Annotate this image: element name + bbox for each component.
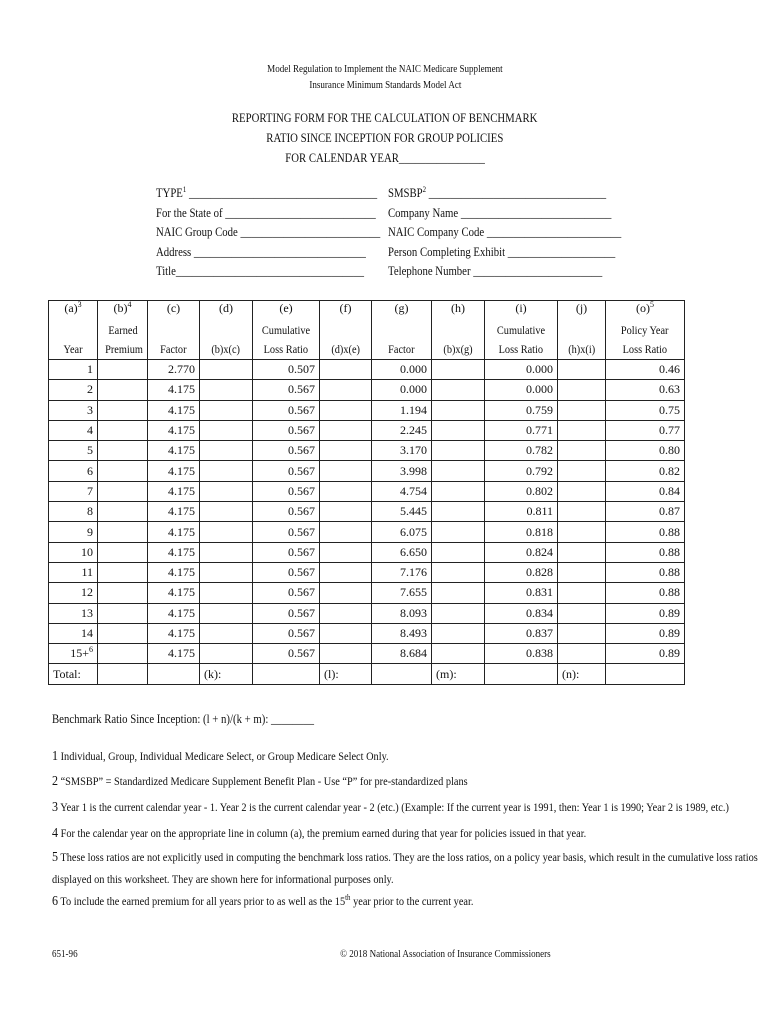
policy-year-loss-ratio-cell: 0.75: [606, 400, 685, 420]
smsbp-field[interactable]: SMSBP$^2$ _________________________________: [388, 184, 607, 200]
column-header: Year: [49, 319, 98, 360]
factor-g-cell: 0.000: [372, 380, 432, 400]
column-letter-row: [49, 301, 685, 320]
policy-year-loss-ratio-cell: 0.46: [606, 360, 685, 380]
column-header: Earned Premium: [98, 319, 148, 360]
year-cell: 7: [49, 481, 98, 501]
table-row: [49, 603, 685, 623]
cumulative-loss-ratio-e-cell: 0.567: [253, 420, 320, 440]
factor-c-cell: 4.175: [148, 644, 200, 664]
d-times-e-cell[interactable]: [320, 420, 372, 440]
column-letter: $(a)^3$: [49, 301, 98, 320]
total-cell-g: [372, 664, 432, 684]
h-times-i-cell[interactable]: [558, 644, 606, 664]
cumulative-loss-ratio-e-cell: 0.567: [253, 481, 320, 501]
year-cell: 4: [49, 420, 98, 440]
earned-premium-cell[interactable]: [98, 461, 148, 481]
year-cell: 1: [49, 360, 98, 380]
cumulative-loss-ratio-i-cell: 0.831: [485, 583, 558, 603]
policy-year-loss-ratio-cell: 0.82: [606, 461, 685, 481]
footnote-6: 6 To include the earned premium for all years prior to as well as the 15th year prior to the current year.: [52, 893, 474, 909]
table-row: [49, 481, 685, 501]
benchmark-ratio-table: [48, 300, 685, 685]
factor-c-cell: 4.175: [148, 522, 200, 542]
d-times-e-cell[interactable]: [320, 623, 372, 643]
cumulative-loss-ratio-i-cell: 0.771: [485, 420, 558, 440]
total-cell-i: [485, 664, 558, 684]
h-times-i-cell[interactable]: [558, 502, 606, 522]
table-row: [49, 623, 685, 643]
naic-group-code-field[interactable]: NAIC Group Code __________________________: [156, 225, 381, 239]
naic-company-code-field[interactable]: NAIC Company Code _________________________: [388, 225, 622, 239]
factor-g-cell: 2.245: [372, 420, 432, 440]
factor-c-cell: 2.770: [148, 360, 200, 380]
h-times-i-cell[interactable]: [558, 481, 606, 501]
year-cell: 10: [49, 542, 98, 562]
d-times-e-cell[interactable]: [320, 562, 372, 582]
total-label: Total:: [49, 664, 98, 684]
footnote-2: 2 “SMSBP” = Standardized Medicare Supplement Benefit Plan - Use “P” for pre-standardized plans: [52, 774, 468, 789]
column-header: (b)x(g): [432, 319, 485, 360]
earned-premium-cell[interactable]: [98, 603, 148, 623]
earned-premium-cell[interactable]: [98, 644, 148, 664]
address-field[interactable]: Address ________________________________: [156, 244, 366, 259]
b-times-g-cell[interactable]: [432, 623, 485, 643]
column-header: Factor: [372, 319, 432, 360]
benchmark-ratio-line[interactable]: Benchmark Ratio Since Inception: (l + n)/(k + m): ________: [52, 712, 315, 726]
d-times-e-cell[interactable]: [320, 603, 372, 623]
footnote-3: 3 Year 1 is the current calendar year - 1. Year 2 is the current calendar year - 2 (etc.) (Example: If the current year is 1991, then: Year 1 is 1990; Year 2 is 1989, etc.): [52, 800, 729, 815]
h-times-i-cell[interactable]: [558, 603, 606, 623]
earned-premium-cell[interactable]: [98, 360, 148, 380]
column-header: Cumulative Loss Ratio: [485, 319, 558, 360]
footnote-4: 4 For the calendar year on the appropriate line in column (a), the premium earned during that year for policies issued in that year.: [52, 826, 587, 841]
copyright-notice: © 2018 National Association of Insurance Commissioners: [339, 949, 551, 960]
h-times-i-cell[interactable]: [558, 542, 606, 562]
b-times-g-cell[interactable]: [432, 644, 485, 664]
policy-year-loss-ratio-cell: 0.89: [606, 644, 685, 664]
state-field[interactable]: For the State of ____________________________: [156, 205, 376, 220]
column-header: (b)x(c): [200, 319, 253, 360]
table-row: [49, 522, 685, 542]
cumulative-loss-ratio-e-cell: 0.567: [253, 603, 320, 623]
column-letter: (i): [485, 301, 558, 320]
d-times-e-cell[interactable]: [320, 542, 372, 562]
b-times-g-cell[interactable]: [432, 441, 485, 461]
factor-c-cell: 4.175: [148, 400, 200, 420]
cumulative-loss-ratio-i-cell: 0.834: [485, 603, 558, 623]
cumulative-loss-ratio-e-cell: 0.567: [253, 522, 320, 542]
year-cell: 5: [49, 441, 98, 461]
factor-c-cell: 4.175: [148, 583, 200, 603]
cumulative-loss-ratio-e-cell: 0.567: [253, 542, 320, 562]
factor-g-cell: 8.684: [372, 644, 432, 664]
b-times-c-cell[interactable]: [200, 441, 253, 461]
cumulative-loss-ratio-e-cell: 0.567: [253, 441, 320, 461]
factor-g-cell: 1.194: [372, 400, 432, 420]
d-times-e-cell[interactable]: [320, 502, 372, 522]
column-letter: $(o)^5$: [606, 301, 685, 320]
b-times-c-cell[interactable]: [200, 481, 253, 501]
info-left-fields: [156, 184, 417, 282]
policy-year-loss-ratio-cell: 0.89: [606, 603, 685, 623]
cumulative-loss-ratio-e-cell: 0.567: [253, 583, 320, 603]
year-cell: 12: [49, 583, 98, 603]
cumulative-loss-ratio-i-cell: 0.824: [485, 542, 558, 562]
d-times-e-cell[interactable]: [320, 360, 372, 380]
year-cell: 2: [49, 380, 98, 400]
policy-year-loss-ratio-cell: 0.80: [606, 441, 685, 461]
b-times-g-cell[interactable]: [432, 400, 485, 420]
table-row: [49, 542, 685, 562]
cumulative-loss-ratio-i-cell: 0.792: [485, 461, 558, 481]
table-row: [49, 400, 685, 420]
total-cell-m[interactable]: (m):: [432, 664, 485, 684]
cumulative-loss-ratio-e-cell: 0.567: [253, 623, 320, 643]
cumulative-loss-ratio-i-cell: 0.000: [485, 380, 558, 400]
table-row: [49, 583, 685, 603]
b-times-c-cell[interactable]: [200, 603, 253, 623]
h-times-i-cell[interactable]: [558, 461, 606, 481]
total-cell-b[interactable]: [98, 664, 148, 684]
year-cell: 15+$^6$: [49, 644, 98, 664]
cumulative-loss-ratio-e-cell: 0.567: [253, 502, 320, 522]
h-times-i-cell[interactable]: [558, 583, 606, 603]
policy-year-loss-ratio-cell: 0.84: [606, 481, 685, 501]
total-cell-l[interactable]: (l):: [320, 664, 372, 684]
earned-premium-cell[interactable]: [98, 420, 148, 440]
b-times-g-cell[interactable]: [432, 502, 485, 522]
d-times-e-cell[interactable]: [320, 400, 372, 420]
policy-year-loss-ratio-cell: 0.88: [606, 542, 685, 562]
header-line-1: Model Regulation to Implement the NAIC Medicare Supplement: [267, 64, 503, 75]
b-times-g-cell[interactable]: [432, 481, 485, 501]
year-cell: 11: [49, 562, 98, 582]
total-row: [49, 664, 685, 684]
document-header: [0, 62, 770, 94]
factor-c-cell: 4.175: [148, 380, 200, 400]
policy-year-loss-ratio-cell: 0.87: [606, 502, 685, 522]
factor-g-cell: 6.075: [372, 522, 432, 542]
b-times-c-cell[interactable]: [200, 360, 253, 380]
type-field[interactable]: TYPE$^1$ ___________________________________: [156, 184, 378, 200]
form-title-line-2: RATIO SINCE INCEPTION FOR GROUP POLICIES: [266, 131, 504, 145]
cumulative-loss-ratio-i-cell: 0.802: [485, 481, 558, 501]
cumulative-loss-ratio-i-cell: 0.828: [485, 562, 558, 582]
cumulative-loss-ratio-e-cell: 0.567: [253, 461, 320, 481]
factor-c-cell: 4.175: [148, 542, 200, 562]
table-row: [49, 420, 685, 440]
factor-c-cell: 4.175: [148, 623, 200, 643]
h-times-i-cell[interactable]: [558, 623, 606, 643]
cumulative-loss-ratio-e-cell: 0.507: [253, 360, 320, 380]
h-times-i-cell[interactable]: [558, 400, 606, 420]
column-letter: (d): [200, 301, 253, 320]
earned-premium-cell[interactable]: [98, 441, 148, 461]
column-header: Policy Year Loss Ratio: [606, 319, 685, 360]
factor-c-cell: 4.175: [148, 420, 200, 440]
h-times-i-cell[interactable]: [558, 360, 606, 380]
factor-g-cell: 7.176: [372, 562, 432, 582]
column-header-row: [49, 319, 685, 360]
factor-g-cell: 6.650: [372, 542, 432, 562]
cumulative-loss-ratio-e-cell: 0.567: [253, 562, 320, 582]
b-times-c-cell[interactable]: [200, 542, 253, 562]
b-times-c-cell[interactable]: [200, 400, 253, 420]
b-times-g-cell[interactable]: [432, 461, 485, 481]
b-times-g-cell[interactable]: [432, 522, 485, 542]
form-title-line-3: FOR CALENDAR YEAR________________: [285, 151, 485, 165]
cumulative-loss-ratio-i-cell: 0.000: [485, 360, 558, 380]
factor-c-cell: 4.175: [148, 481, 200, 501]
earned-premium-cell[interactable]: [98, 562, 148, 582]
column-header: (h)x(i): [558, 319, 606, 360]
telephone-field[interactable]: Telephone Number ________________________: [388, 264, 603, 278]
earned-premium-cell[interactable]: [98, 623, 148, 643]
factor-c-cell: 4.175: [148, 461, 200, 481]
column-letter: $(b)^4$: [98, 301, 148, 320]
policy-year-loss-ratio-cell: 0.88: [606, 562, 685, 582]
form-number: 651-96: [52, 949, 78, 960]
policy-year-loss-ratio-cell: 0.77: [606, 420, 685, 440]
earned-premium-cell[interactable]: [98, 542, 148, 562]
year-cell: 3: [49, 400, 98, 420]
year-cell: 13: [49, 603, 98, 623]
h-times-i-cell[interactable]: [558, 380, 606, 400]
table-row: [49, 461, 685, 481]
b-times-g-cell[interactable]: [432, 542, 485, 562]
factor-g-cell: 8.493: [372, 623, 432, 643]
column-header: Factor: [148, 319, 200, 360]
info-right-fields: [388, 184, 659, 282]
table-row: [49, 562, 685, 582]
h-times-i-cell[interactable]: [558, 441, 606, 461]
person-completing-field[interactable]: Person Completing Exhibit ____________________: [388, 244, 616, 259]
column-letter: (g): [372, 301, 432, 320]
column-letter: (j): [558, 301, 606, 320]
header-line-2: Insurance Minimum Standards Model Act: [308, 80, 461, 91]
column-letter: (c): [148, 301, 200, 320]
b-times-g-cell[interactable]: [432, 603, 485, 623]
table-row: [49, 360, 685, 380]
earned-premium-cell[interactable]: [98, 522, 148, 542]
b-times-c-cell[interactable]: [200, 461, 253, 481]
h-times-i-cell[interactable]: [558, 420, 606, 440]
total-cell-o: [606, 664, 685, 684]
cumulative-loss-ratio-i-cell: 0.759: [485, 400, 558, 420]
cumulative-loss-ratio-i-cell: 0.837: [485, 623, 558, 643]
form-title-line-1: REPORTING FORM FOR THE CALCULATION OF BENCHMARK: [232, 111, 538, 125]
d-times-e-cell[interactable]: [320, 481, 372, 501]
total-cell-c: [148, 664, 200, 684]
year-cell: 8: [49, 502, 98, 522]
b-times-c-cell[interactable]: [200, 623, 253, 643]
b-times-c-cell[interactable]: [200, 502, 253, 522]
company-name-field[interactable]: Company Name ____________________________: [388, 205, 612, 220]
b-times-g-cell[interactable]: [432, 380, 485, 400]
b-times-c-cell[interactable]: [200, 420, 253, 440]
policy-year-loss-ratio-cell: 0.63: [606, 380, 685, 400]
b-times-c-cell[interactable]: [200, 562, 253, 582]
year-cell: 14: [49, 623, 98, 643]
d-times-e-cell[interactable]: [320, 522, 372, 542]
d-times-e-cell[interactable]: [320, 583, 372, 603]
earned-premium-cell[interactable]: [98, 481, 148, 501]
factor-c-cell: 4.175: [148, 562, 200, 582]
year-cell: 9: [49, 522, 98, 542]
footnote-5: 5 These loss ratios are not explicitly used in computing the benchmark loss ratios. They are the loss ratios, on a policy year basis, which result in the cumulative loss ratios displayed on this worksheet. They are shown here for informational purposes only.: [52, 850, 758, 886]
policy-year-loss-ratio-cell: 0.89: [606, 623, 685, 643]
policy-year-loss-ratio-cell: 0.88: [606, 583, 685, 603]
b-times-c-cell[interactable]: [200, 522, 253, 542]
earned-premium-cell[interactable]: [98, 583, 148, 603]
column-header: (d)x(e): [320, 319, 372, 360]
h-times-i-cell[interactable]: [558, 562, 606, 582]
d-times-e-cell[interactable]: [320, 461, 372, 481]
total-cell-k[interactable]: (k):: [200, 664, 253, 684]
total-cell-e: [253, 664, 320, 684]
table-row: [49, 380, 685, 400]
table-row: [49, 644, 685, 664]
cumulative-loss-ratio-i-cell: 0.818: [485, 522, 558, 542]
h-times-i-cell[interactable]: [558, 522, 606, 542]
factor-g-cell: 5.445: [372, 502, 432, 522]
title-field[interactable]: Title___________________________________: [156, 264, 365, 278]
b-times-g-cell[interactable]: [432, 420, 485, 440]
footnote-1: 1 Individual, Group, Individual Medicare Select, or Group Medicare Select Only.: [52, 749, 389, 764]
column-letter: (h): [432, 301, 485, 320]
factor-c-cell: 4.175: [148, 502, 200, 522]
b-times-c-cell[interactable]: [200, 380, 253, 400]
earned-premium-cell[interactable]: [98, 502, 148, 522]
factor-g-cell: 3.170: [372, 441, 432, 461]
cumulative-loss-ratio-e-cell: 0.567: [253, 644, 320, 664]
factor-c-cell: 4.175: [148, 441, 200, 461]
b-times-c-cell[interactable]: [200, 644, 253, 664]
factor-g-cell: 4.754: [372, 481, 432, 501]
cumulative-loss-ratio-i-cell: 0.811: [485, 502, 558, 522]
table-row: [49, 502, 685, 522]
column-letter: (f): [320, 301, 372, 320]
year-cell: 6: [49, 461, 98, 481]
cumulative-loss-ratio-i-cell: 0.838: [485, 644, 558, 664]
cumulative-loss-ratio-e-cell: 0.567: [253, 400, 320, 420]
earned-premium-cell[interactable]: [98, 400, 148, 420]
column-header: Cumulative Loss Ratio: [253, 319, 320, 360]
d-times-e-cell[interactable]: [320, 441, 372, 461]
column-letter: (e): [253, 301, 320, 320]
b-times-g-cell[interactable]: [432, 562, 485, 582]
d-times-e-cell[interactable]: [320, 380, 372, 400]
table-row: [49, 441, 685, 461]
total-cell-n[interactable]: (n):: [558, 664, 606, 684]
b-times-c-cell[interactable]: [200, 583, 253, 603]
factor-g-cell: 7.655: [372, 583, 432, 603]
factor-c-cell: 4.175: [148, 603, 200, 623]
factor-g-cell: 3.998: [372, 461, 432, 481]
b-times-g-cell[interactable]: [432, 583, 485, 603]
b-times-g-cell[interactable]: [432, 360, 485, 380]
policy-year-loss-ratio-cell: 0.88: [606, 522, 685, 542]
d-times-e-cell[interactable]: [320, 644, 372, 664]
factor-g-cell: 0.000: [372, 360, 432, 380]
form-title: [0, 108, 770, 168]
cumulative-loss-ratio-e-cell: 0.567: [253, 380, 320, 400]
earned-premium-cell[interactable]: [98, 380, 148, 400]
factor-g-cell: 8.093: [372, 603, 432, 623]
cumulative-loss-ratio-i-cell: 0.782: [485, 441, 558, 461]
